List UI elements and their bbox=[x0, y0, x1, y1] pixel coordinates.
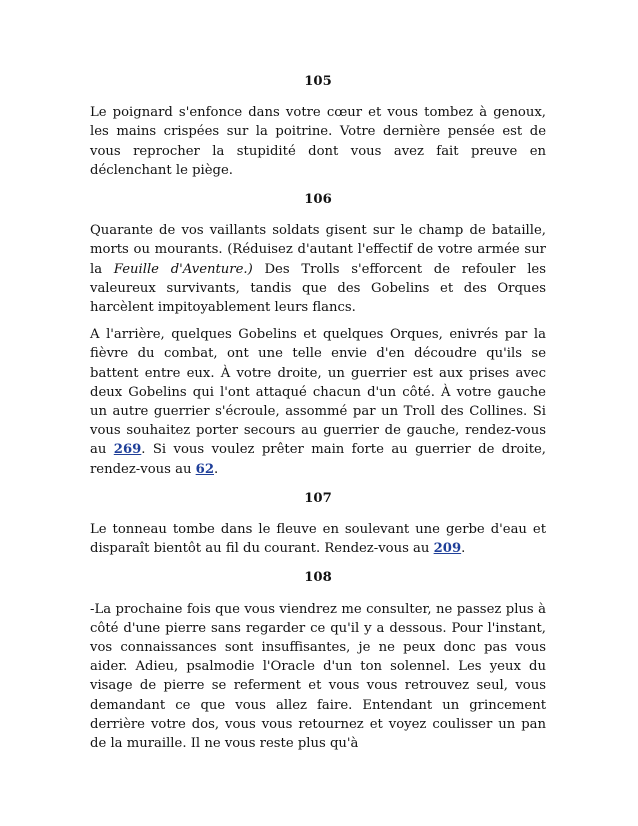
link-section-62[interactable]: 62 bbox=[195, 461, 215, 477]
section-105-text: Le poignard s'enfonce dans votre cœur et vous tombez à genoux, les mains crispées sur la poitrine. Votre dernière pensée est de vous reprocher la stupidité dont vous avez fait preuve en déclenchant le piège. bbox=[90, 105, 546, 178]
section-108-text: -La prochaine fois que vous viendrez me consulter, ne passez plus à côté d'une pierre sans regarder ce qu'il y a dessous. Pour l'instant, vos connaissances sont insuffisantes, je ne peux donc pas vous aider. Adieu, psalmodie l'Oracle d'un ton solennel. Les yeux du visage de pierre se referment et vous vous retrouvez seul, vous demandant ce que vous allez faire. Entendant un grincement derrière votre dos, vous vous retournez et voyez coulisser un pan de la muraille. Il ne vous reste plus qu'à bbox=[90, 601, 546, 752]
section-number-105: 105 bbox=[304, 74, 332, 89]
section-106-text-1a: Quarante de vos vaillants soldats gisent sur le champ de bataille, morts ou mourants. (Réduisez d'autant l'effectif de votre armée sur la bbox=[90, 223, 546, 277]
section-107-text-a: Le tonneau tombe dans le fleuve en soulevant une gerbe d'eau et disparaît bientôt au fil du courant. Rendez-vous au bbox=[90, 522, 546, 557]
section-106-text-2a: A l'arrière, quelques Gobelins et quelques Orques, enivrés par la fièvre du combat, ont une telle envie d'en découdre qu'ils se battent entre eux. À votre droite, un guerrier est aux prises avec deux Gobelins qui l'ont attaqué chacun d'un côté. À votre gauche un autre guerrier s'écroule, assommé par un Troll des Collines. Si vous souhaitez porter secours au guerrier de gauche, rendez-vous au bbox=[90, 327, 546, 458]
section-number-106: 106 bbox=[304, 192, 332, 208]
section-106-text-2b: . Si vous voulez prêter main forte au guerrier de droite, rendez-vous au bbox=[90, 442, 546, 477]
link-section-269[interactable]: 269 bbox=[113, 442, 142, 458]
book-page bbox=[90, 60, 546, 761]
section-number-107: 107 bbox=[304, 490, 332, 506]
section-106-text-2c: . bbox=[214, 461, 219, 477]
section-107-text-b: . bbox=[461, 541, 466, 557]
section-number-108: 108 bbox=[304, 570, 332, 586]
section-106-paragraph-2 bbox=[90, 325, 546, 479]
section-107-paragraph bbox=[90, 520, 546, 558]
section-106-paragraph-1 bbox=[90, 221, 546, 317]
section-106-text-1b: Des Trolls s'efforcent de refouler les valeureux survivants, tandis que des Gobelins et des Orques harcèlent impitoyablement leurs flancs. bbox=[90, 261, 546, 316]
section-108-paragraph bbox=[90, 600, 546, 754]
link-section-209[interactable]: 209 bbox=[433, 541, 462, 557]
section-105-paragraph bbox=[90, 103, 546, 180]
adventure-sheet-title: Feuille d'Aventure.) bbox=[113, 261, 253, 277]
